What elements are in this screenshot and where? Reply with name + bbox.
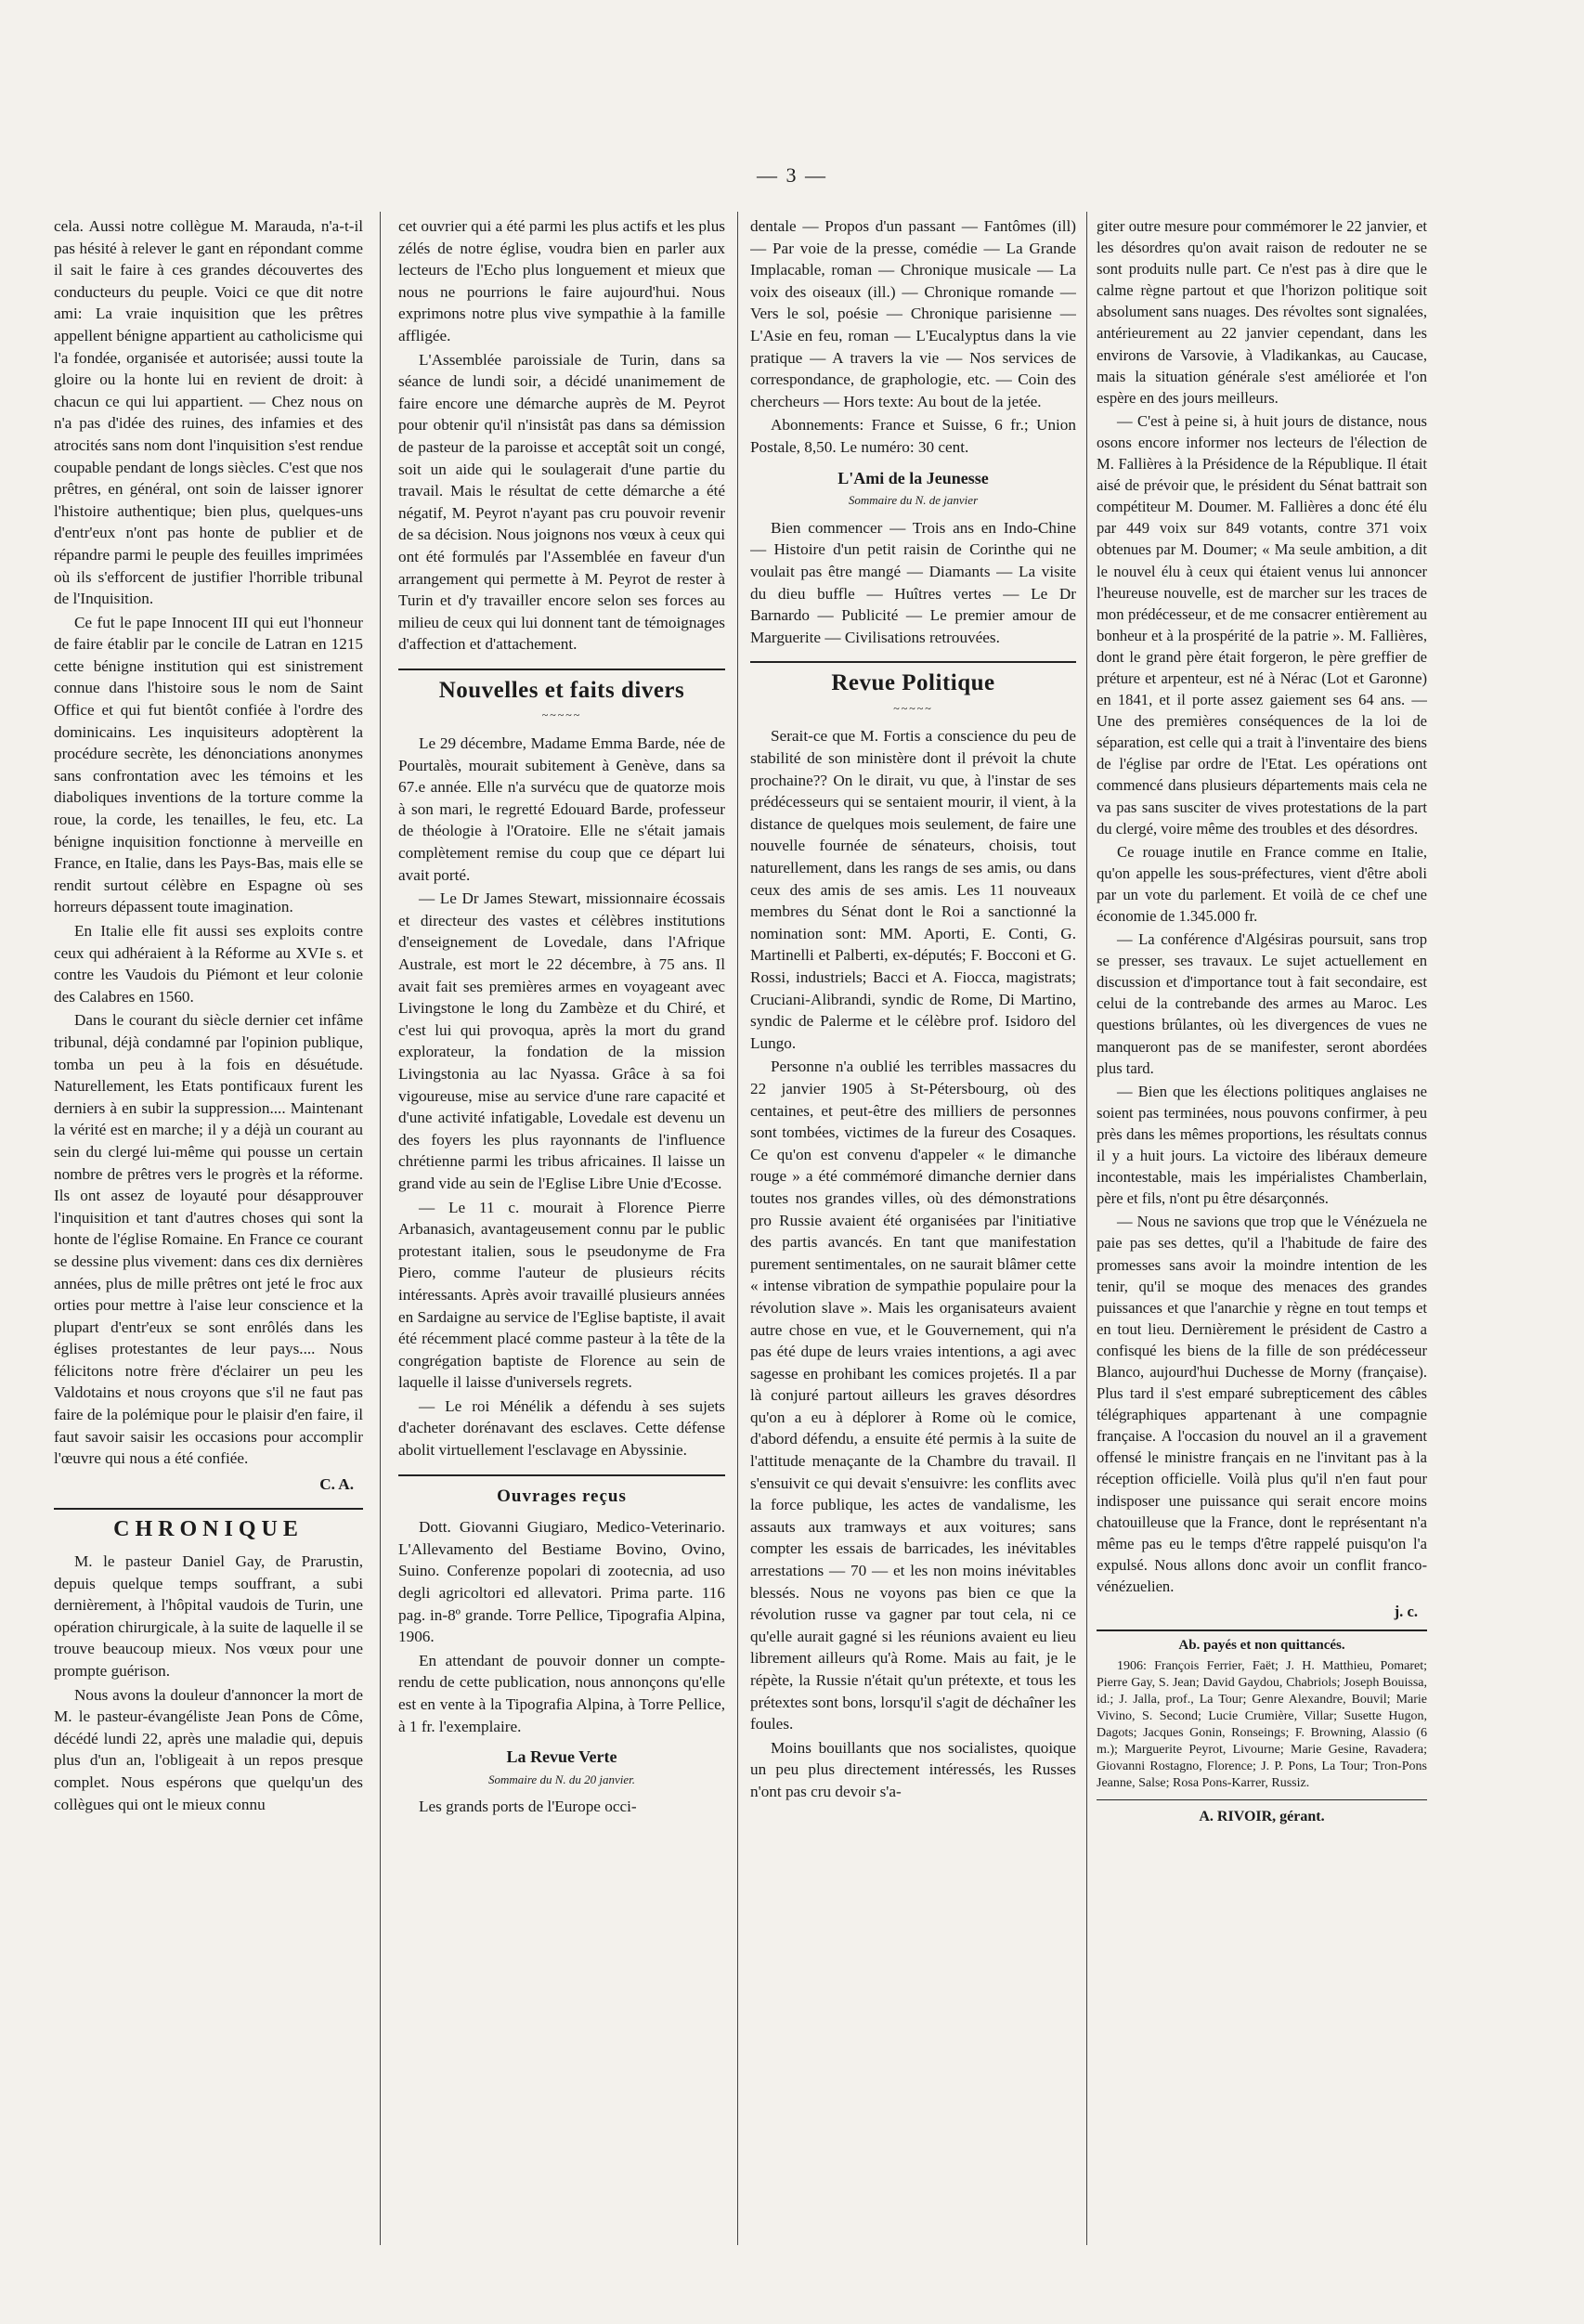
book-entry: En attendant de pouvoir donner un compte-rendu de cette publication, nous annonçons qu'elle est en vente à la Tipografia Alpina, à Torre Pellice, à 1 fr. l'exemplaire. xyxy=(398,1651,725,1735)
column-divider xyxy=(380,212,381,2245)
politics-paragraph: Serait-ce que M. Fortis a conscience du peu de stabilité de son ministère dont il prévoit la chute prochaine?? On le dirait, vu que, à l'instar de ses prédécesseurs qui se sentaient mourir, il vient, à la distance de quelques mois seulement, de faire une nouvelle fournée de sénateurs, choisis, tout naturellement, dans les rangs de ses amis, ou dans ceux des amis de ses amis. Les 11 nouveaux membres du Sénat dont le Roi a sanctionné la nomination sont: MM. Aporti, E. Conti, G. Martinelli et Palberti, ex-députés; F. Bocconi et G. Rossi, industriels; Bacci et A. Fiocca, magistrats; Cruciani-Alibrandi, syndic de Rome, Di Martino, syndic de Palerme et le célèbre prof. Isidoro del Lungo. xyxy=(750,727,1076,1052)
politics-paragraph: — Nous ne savions que trop que le Vénézuela ne paie pas ses dettes, qu'il a l'habitude de faire des promesses sans avoir la moindre intention de les tenir, qu'il se moque des menaces des grandes puissances et que l'anarchie y règne en tout temps et en tout lieu. Dernièrement le président de Castro a confisqué les biens de la fille de son prédécesseur Blanco, aujourd'hui Duchesse de Morny (française). Plus tard il s'est emparé subrepticement des câbles télégraphiques appartenant à une compagnie française. A l'occasion du nouvel an il a gravement offensé le ministre français en ne l'invitant pas à la réception officielle. Voilà plus qu'il n'en faut pour indisposer une puissance qui serait encore moins chatouilleuse que la France, dont le représentant n'a même pas eu le temps d'être rappelé puisqu'on l'a expulsé. Nous allons donc avoir un conflit franco-vénézuelien. xyxy=(1097,1213,1427,1595)
politics-paragraph: — La conférence d'Algésiras poursuit, sans trop se presser, ses travaux. Le sujet actuellement en discussion et d'importance tout à fait secondaire, est celui de la contrebande des armes au Maroc. Les questions brûlantes, où les divergences de vues ne manqueront pas de se manifester, seront abordées plus tard. xyxy=(1097,930,1427,1077)
news-item: — Le roi Ménélik a défendu à ses sujets d'acheter dorénavant des esclaves. Cette défense abolit virtuellement l'esclavage en Abyssinie. xyxy=(398,1396,725,1460)
chronique-paragraph: cet ouvrier qui a été parmi les plus actifs et les plus zélés de notre église, voudra bien en parler aux lecteurs de l'Echo plus longuement et mieux que nous ne pourrions le faire aujourd'hui. Nous exprimons notre plus vive sympathie à la famille affligée. xyxy=(398,217,725,344)
ornament-flourish: ~~~~~ xyxy=(541,708,582,722)
column-divider xyxy=(1086,212,1087,2245)
manager-signature: A. RIVOIR, gérant. xyxy=(1097,1799,1427,1827)
chronique-paragraph: L'Assemblée paroissiale de Turin, dans sa séance de lundi soir, a décidé unanimement de faire encore une démarche auprès de M. Peyrot pour obtenir qu'il n'insistât pas dans sa démission de pasteur de la paroisse et acceptât soit un congé, soit un aide qui le soulagerait d'une partie du travail. Mais le résultat de cette démarche a été négatif, M. Peyrot n'ayant pas cru pouvoir revenir de sa décision. Nous joignons nos vœux à ceux qui ont été formulés par l'Assemblée en faveur d'un arrangement qui permette à M. Peyrot de rester à Turin et d'y travailler encore selon ses forces au milieu de ceux qui lui donnent tant de témoignages d'affection et d'attachement. xyxy=(398,350,725,654)
revue-verte-summary: dentale — Propos d'un passant — Fantômes (ill) — Par voie de la presse, comédie — La Grande Implacable, roman — Chronique musicale — La voix des oiseaux (ill.) — Chronique romande — Vers le sol, poésie — Chronique parisienne — L'Asie en feu, roman — L'Eucalyptus dans la vie pratique — A travers la vie — Nos services de correspondance, de graphologie, etc. — Coin des chercheurs — Hors texte: Au bout de la jetée. xyxy=(750,217,1076,410)
politics-paragraph: giter outre mesure pour commémorer le 22 janvier, et les désordres qu'on avait raison de redouter ne se sont produits nulle part. Ce n'est pas à dire que le calme règne partout et que l'horizon politique soit absolument sans nuages. Des révoltes sont signalées, antérieurement au 22 janvier cependant, dans les environs de Varsovie, à Vladikankas, au Caucase, mais la situation générale s'est améliorée et l'on espère en des jours meilleurs. xyxy=(1097,217,1427,407)
chronique-heading: CHRONIQUE xyxy=(54,1508,363,1541)
books-heading: Ouvrages reçus xyxy=(398,1474,725,1508)
ami-jeunesse-subtitle: Sommaire du N. de janvier xyxy=(848,493,979,508)
news-item: — Le Dr James Stewart, missionnaire écossais et directeur des vastes et célèbres institutions d'enseignement de Lovedale, dans l'Afrique Australe, est mort le 22 décembre, à 75 ans. Il avait fait ses premières armes en voyageant avec Livingstone le long du Zambèze et du Chiré, et c'est lui qui provoqua, après la mort du grand explorateur, la fondation de la mission Livingstonia au lac Nyassa. Grâce à sa foi vigoureuse, mise au service d'une rare capacité et d'une activité infatigable, Lovedale est devenu un des foyers les plus rayonnants de l'influence chrétienne parmi les tribus africaines. Il laisse un grand vide au sein de l'Eglise Libre Unie d'Ecosse. xyxy=(398,889,725,1192)
chronique-paragraph: Nous avons la douleur d'annoncer la mort de M. le pasteur-évangéliste Jean Pons de Côme, décédé lundi 22, après une maladie qui, depuis plus d'un an, l'obligeait à un repos presque complet. Nous espérons que quelqu'un des collègues qui ont le mieux connu xyxy=(54,1685,363,1813)
ornament-flourish: ~~~~~ xyxy=(893,701,933,715)
politics-paragraph: — C'est à peine si, à huit jours de distance, nous osons encore informer nos lecteurs de l'élection de M. Fallières à la Présidence de la République. Il était aisé de prévoir que, le président du Sénat battrait son compétiteur M. Doumer. M. Fallières a donc été élu par 449 voix sur 849 votants, contre 371 voix obtenues par M. Doumer; « Ma seule ambition, a dit le nouvel élu à ceux qui étaient venus lui annoncer l'heureuse nouvelle, est de marcher sur les traces de mon prédécesseur, et de me consacrer entièrement au bonheur et à la prospérité de la patrie ». M. Fallières, dont le grand père était forgeron, le père greffier de préture et arpenteur, est né à Nérac (Lot et Garonne) en 1841, et il porte assez gaiement ses 64 ans. — Une des premières conséquences de la loi de séparation, est celle qui a trait à l'inventaire des biens de l'église par ordre de l'Etat. Les opérations ont commencé dans plusieurs départements mais cela ne va pas sans susciter de vives protestations de la part du clergé, voire même des troubles et des désordres. xyxy=(1097,411,1427,837)
article-paragraph: Dans le courant du siècle dernier cet infâme tribunal, déjà condamné par l'opinion publique, tomba un peu à la fois en désuétude. Naturellement, les Etats pontificaux furent les derniers à en subir la suppression.... Maintenant la vérité est en marche; il y a déjà un courant au sein du clergé lui-même qui pousse un certain nombre de prêtres vers le progrès et la réforme. Ils ont assez de loyauté pour désapprouver l'inquisition et tant d'autres choses qui sont la honte de l'église Romaine. En France ce courant se dessine plus vivement: dans ces dix dernières années, plus de mille prêtres ont jeté le froc aux orties pour mettre à l'aise leur conscience et la plupart d'entr'eux se sont enrôlés dans les églises protestantes de leur pays.... Nous félicitons notre frère d'éclairer un peu les Valdotains et nous croyons que s'il ne faut pas faire de la polémique pour le plaisir d'en faire, il faut savoir saisir les occasions pour accomplir l'œuvre qui nous a été confiée. xyxy=(54,1011,363,1468)
ami-jeunesse-title: L'Ami de la Jeunesse xyxy=(837,468,989,487)
chronique-paragraph: M. le pasteur Daniel Gay, de Prarustin, depuis quelque temps souffrant, a subi dernièrement, à l'hôpital vaudois de Turin, une opération chirurgicale, à la suite de laquelle il se trouve beaucoup mieux. Nos vœux pour une prompte guérison. xyxy=(54,1552,363,1680)
news-item: — Le 11 c. mourait à Florence Pierre Arbanasich, avantageusement connu par le public protestant italien, sous le pseudonyme de Fra Piero, comme l'auteur de plusieurs récits intéressants. Après avoir travaillé plusieurs années en Sardaigne au service de l'Eglise baptiste, il avait été récemment placé comme pasteur à la tête de la congrégation baptiste de Florence au sein de laquelle il laisse d'universels regrets. xyxy=(398,1198,725,1392)
revue-verte-subtitle: Sommaire du N. du 20 janvier. xyxy=(487,1772,636,1786)
subscription-info: Abonnements: France et Suisse, 6 fr.; Union Postale, 8,50. Le numéro: 30 cent. xyxy=(750,416,1076,456)
news-heading: Nouvelles et faits divers xyxy=(398,669,725,702)
column-3 xyxy=(750,215,1076,2240)
revue-verte-title: La Revue Verte xyxy=(506,1747,617,1767)
article-paragraph: En Italie elle fit aussi ses exploits contre ceux qui adhéraient à la Réforme au XVIe s. et contre les Vaudois du Piémont et leur colonie des Calabres en 1560. xyxy=(54,922,363,1006)
column-divider xyxy=(737,212,738,2245)
ami-jeunesse-summary: Bien commencer — Trois ans en Indo-Chine — Histoire d'un petit raisin de Corinthe qui ne voulait pas être mangé — Diamants — La visite du dieu buffle — Huîtres vertes — Le Dr Barnardo — Publicité — Le premier amour de Marguerite — Civilisations retrouvées. xyxy=(750,518,1076,646)
page-number: — 3 — xyxy=(757,163,827,187)
column-2 xyxy=(398,215,725,2240)
politics-paragraph: Moins bouillants que nos socialistes, quoique un peu plus directement intéressés, les Russes n'ont pas cru devoir s'a- xyxy=(750,1738,1076,1800)
politics-signature: j. c. xyxy=(1394,1603,1418,1620)
article-paragraph: cela. Aussi notre collègue M. Marauda, n'a-t-il pas hésité à relever le gant en répondant comme il sait le faire à ces grandes découvertes des conducteurs du peuple. Voici ce que dit notre ami: La vraie inquisition que les prêtres appellent bénigne appartient au catholicisme qui l'a fondée, organisée et autorisée; aussi toute la gloire ou la honte lui en revient de droit: à chacun ce qui lui appartient. — Chez nous on n'a pas d'idée des ruines, des infamies et des atrocités sans nom dont l'inquisition s'est rendue coupable pendant de longs siècles. C'est que nos prêtres, en général, ont soin de laisser ignorer l'histoire authentique; bien plus, quelques-uns d'entr'eux n'ont pas honte de publier et de répandre parmi le peuple des feuilles imprimées où ils s'efforcent de justifier l'horrible tribunal de l'Inquisition. xyxy=(54,217,363,608)
politics-paragraph: Personne n'a oublié les terribles massacres du 22 janvier 1905 à St-Pétersbourg, où des centaines, et peut-être des milliers de personnes sont tombées, victimes de la fureur des Cosaques. Ce qu'on est convenu d'appeler « le dimanche rouge » a été commémoré dimanche dernier dans toutes nos grandes villes, où des démonstrations pro Russie avaient été organisées par l'initiative des partis avancés. En tant que manifestation purement sentimentales, on ne saurait blâmer cette « intense vibration de sympathie populaire pour la révolution slave ». Mais les organisateurs avaient autre chose en vue, et le Gouvernement, qui n'a pas été dupe de leurs vraies intentions, a agi avec sagesse en prohibant les comices projetés. Il a par là conjuré partout ailleurs les graves désordres qu'on a eu à déplorer à Rome où le comice, d'abord défendu, a ensuite été permis à la suite de l'attitude menaçante de la Chambre du travail. Il s'ensuivit ce qui devait s'ensuivre: les conflits avec la force publique, les actes de vandalisme, les assauts aux tramways et aux voitures; sans compter les essais de barricades, les inévitables arrestations — 70 — et les non moins inévitables blessés. Nous ne voyons pas bien ce que la révolution russe va gagner par tout cela, ni ce qu'elle aurait gagné si les réunions avaient eu lieu librement ailleurs qu'à Rome. Mais au fait, je le répète, la Russie n'était qu'un prétexte, et tous les prétextes sont bons, lorsqu'il s'agit de déchaîner les foules. xyxy=(750,1058,1076,1733)
politics-paragraph: Ce rouage inutile en France comme en Italie, qu'on appelle les sous-préfectures, vient d'être aboli par un vote du parlement. Et voilà de ce chef une économie de 1.345.000 fr. xyxy=(1097,842,1427,925)
book-entry: Dott. Giovanni Giugiaro, Medico-Veterinario. L'Allevamento del Bestiame Bovino, Ovino, Suino. Conferenze popolari di zootecnia, ad uso degli agricoltori ed allevatori. Prima parte. 116 pag. in-8º grande. Torre Pellice, Tipografia Alpina, 1906. xyxy=(398,1518,725,1646)
column-4 xyxy=(1097,215,1427,2240)
article-paragraph: Ce fut le pape Innocent III qui eut l'honneur de faire établir par le concile de Latran en 1215 cette bénigne institution qui est sinistrement connue dans l'histoire sous le nom de Saint Office et qui fut bientôt confiée à l'ordre des dominicains. Les inquisiteurs adoptèrent la procédure secrète, les dénonciations anonymes sans confrontation avec les témoins et les diaboliques inventions de la torture comme la roue, la corde, les tenailles, le feu, etc. La bénigne inquisition fonctionne à merveille en France, en Italie, dans les Pays-Bas, mais elle se rendit surtout célèbre en Espagne où ses horreurs dépassent toute imagination. xyxy=(54,613,363,916)
subscriptions-list: 1906: François Ferrier, Faët; J. H. Matthieu, Pomaret; Pierre Gay, S. Jean; David Gaydou, Chabriols; Joseph Bouissa, id.; J. Jalla, prof., La Tour; Genre Alexandre, Bouvil; Marie Vivino, S. Second; Lucie Crumière, Villar; Susette Hugon, Dagots; Jacques Gonin, Ronseings; F. Browning, Alassio (6 m.); Marguerite Peyrot, Livourne; Marie Gesine, Ravadera; Giovanni Rostagno, Florence; J. P. Pons, La Tour; Tron-Pons Jeanne, Salse; Rosa Pons-Karrer, Russiz. xyxy=(1097,1659,1427,1791)
subscriptions-heading: Ab. payés et non quittancés. xyxy=(1097,1629,1427,1656)
politics-paragraph: — Bien que les élections politiques anglaises ne soient pas terminées, nous pouvons confirmer, à peu près dans les mêmes proportions, les résultats connus il y a huit jours. La victoire des libéraux demeure incontestable, mais les impérialistes Chamberlain, père et fils, n'ont pu être désarçonnés. xyxy=(1097,1082,1427,1208)
column-1 xyxy=(54,215,363,2240)
news-item: Le 29 décembre, Madame Emma Barde, née de Pourtalès, mourait subitement à Genève, dans sa 67.e année. Elle n'a survécu que de quatorze mois à son mari, le regretté Edouard Barde, professeur de théologie à l'Oratoire. Elle ne s'était jamais complètement remise du coup que ce départ lui avait porté. xyxy=(398,734,725,884)
revue-verte-summary: Les grands ports de l'Europe occi- xyxy=(419,1798,637,1816)
article-signature: C. A. xyxy=(319,1474,354,1493)
revue-politique-heading: Revue Politique xyxy=(750,661,1076,695)
